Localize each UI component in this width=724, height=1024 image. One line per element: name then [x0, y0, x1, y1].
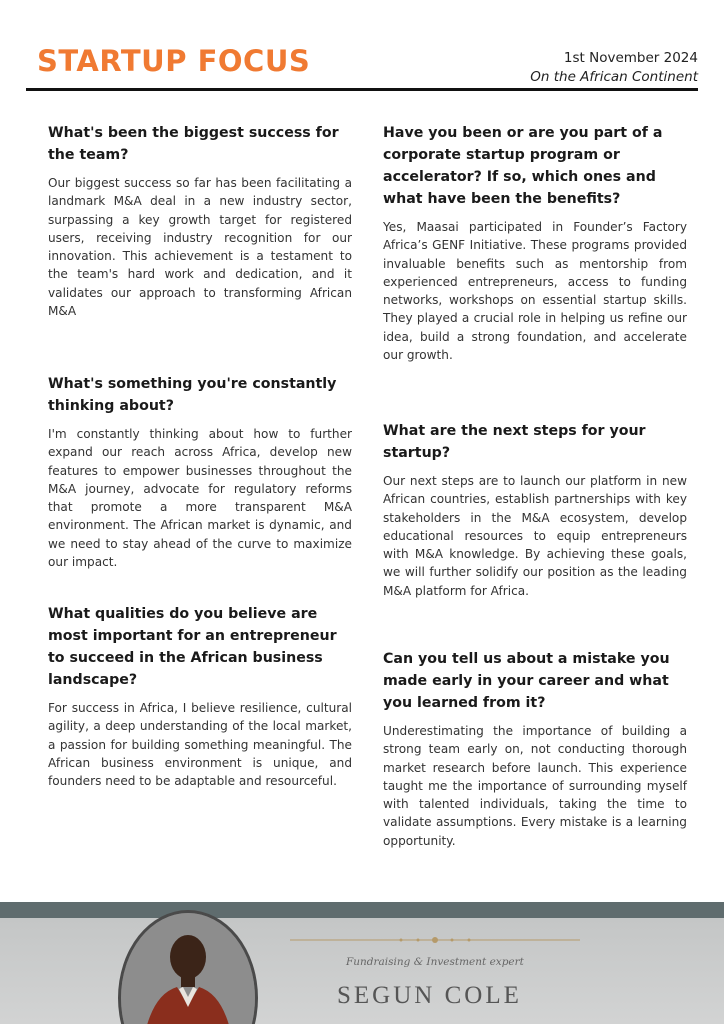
answer: I'm constantly thinking about how to further expand our reach across Africa, develop new features to empower businesses throughout the M&A journey, advocate for regulatory reforms that promote a more transparent M&A environment. The African market is dynamic, and we need to stay ahead of the curve to maximize our impact. — [48, 427, 352, 570]
issue-location: On the African Continent — [530, 69, 698, 85]
answer: Our biggest success so far has been facilitating a landmark M&A deal in a new industry sector, surpassing a key growth target for registered users, receiving industry recognition for our innovation. This achievement is a testament to the team's hard work and dedication, and it validates our approach to transforming African M&A — [48, 176, 352, 319]
profile-banner — [0, 902, 724, 1024]
answer: Underestimating the importance of building a strong team early on, not conducting thorough market research before launch. This experience taught me the importance of surrounding myself with talented individuals, taking the time to validate assumptions. Every mistake is a learning opportunity. — [383, 724, 687, 848]
profile-photo — [118, 910, 258, 1024]
publication-title: STARTUP FOCUS — [37, 44, 311, 78]
question: What qualities do you believe are most important for an entrepreneur to succeed in the African business landscape? — [48, 606, 337, 688]
profile-tagline: Fundraising & Investment expert — [346, 956, 524, 968]
question: Have you been or are you part of a corporate startup program or accelerator? If so, which ones and what have been the benefits? — [383, 125, 663, 207]
issue-date: 1st November 2024 — [563, 50, 698, 66]
page-header — [0, 0, 724, 92]
qa-block — [48, 122, 352, 320]
question: What's been the biggest success for the team? — [48, 125, 339, 163]
issue-info — [530, 49, 698, 87]
qa-block — [383, 420, 687, 600]
qa-block — [48, 373, 352, 571]
answer: Yes, Maasai participated in Founder’s Factory Africa’s GENF Initiative. These programs provided invaluable benefits such as mentorship from experienced entrepreneurs, access to funding networks, workshops on essential startup skills. They played a crucial role in helping us refine our idea, build a strong foundation, and accelerate our growth. — [383, 220, 687, 363]
ornament-divider — [290, 936, 580, 944]
qa-block — [383, 648, 687, 850]
answer: For success in Africa, I believe resilience, cultural agility, a deep understanding of the local market, a passion for building something meaningful. The African business environment is unique, and founders need to be adaptable and resourceful. — [48, 701, 352, 789]
qa-block — [383, 122, 687, 364]
question: What are the next steps for your startup? — [383, 423, 646, 461]
question: What's something you're constantly thinking about? — [48, 376, 337, 414]
question: Can you tell us about a mistake you made early in your career and what you learned from it? — [383, 651, 670, 711]
profile-name: SEGUN COLE — [337, 982, 522, 1009]
answer: Our next steps are to launch our platform in new African countries, establish partnerships with key stakeholders in the M&A ecosystem, develop educational resources to equip entrepreneurs with M&A knowledge. By achieving these goals, we will further solidify our position as the leading M&A platform for Africa. — [383, 474, 687, 598]
header-rule — [26, 88, 698, 91]
qa-block — [48, 603, 352, 790]
person-icon — [121, 913, 255, 1024]
